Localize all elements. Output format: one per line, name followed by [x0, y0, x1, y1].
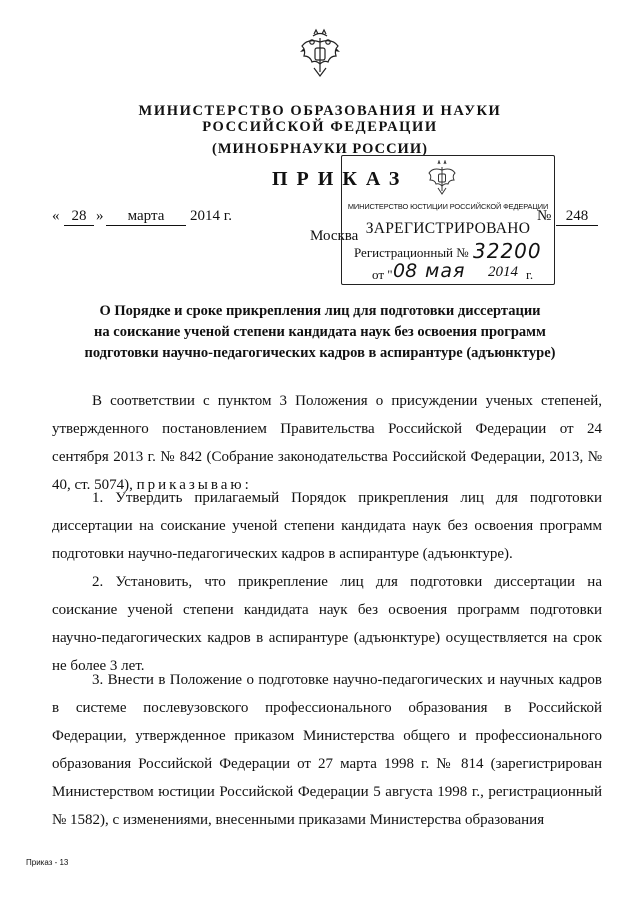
body-paragraph-1: 1. Утвердить прилагаемый Порядок прикрепления лиц для подготовки диссертации на соискание ученой степени кандидата наук без освоения программ подготовки научно-педагогических кадров в аспирантуре (адъюнктуре). — [52, 490, 602, 562]
body-paragraph-3: 3. Внести в Положение о подготовке научно-педагогических и научных кадров в системе послевузовского профессионального образования в Российской Федерации, утвержденное приказом Министерства общего и профессионального образования Российской Федерации от 27 марта 1998 г. № 814 (зарегистрирован Министерством юстиции Российской Федерации 5 августа 1998 г., регистрационный № 1582), с изменениями, внесенными приказами Министерства образования — [52, 672, 602, 828]
stamp-date-suffix: г. — [526, 267, 534, 282]
stamp-date-day: 08 — [393, 260, 418, 282]
stamp-registered-label: ЗАРЕГИСТРИРОВАНО — [365, 220, 531, 237]
subject-line-1: О Порядке и сроке прикрепления лиц для подготовки диссертации — [99, 303, 541, 319]
footer-form-code: Приказ - 13 — [26, 858, 69, 867]
stamp-reg-number-label: Регистрационный № — [354, 245, 469, 260]
stamp-reg-number: 32200 — [473, 239, 542, 263]
coat-of-arms-icon — [298, 28, 342, 80]
order-word: приказываю: — [136, 477, 252, 493]
preamble-text: В соответствии с пунктом 3 Положения о присуждении ученых степеней, утвержденного постановлением Правительства Российской Федерации от 24 сентября 2013 г. № 842 (Собрание законодательства Российской Федерации, 2013, № 40, ст. 5074), — [52, 393, 602, 493]
ministry-name-line1: МИНИСТЕРСТВО ОБРАЗОВАНИЯ И НАУКИ — [138, 103, 502, 119]
stamp-date-month: мая — [425, 260, 466, 282]
subject-line-2: на соискание ученой степени кандидата наук без освоения программ — [94, 324, 546, 340]
registration-stamp — [341, 155, 555, 285]
stamp-date-prefix: от " — [372, 267, 393, 282]
body-paragraph-preamble — [52, 387, 602, 499]
document-type-title: ПРИКАЗ — [272, 168, 409, 190]
stamp-date-year: 2014 — [488, 264, 518, 280]
subject-line-3: подготовки научно-педагогических кадров в аспирантуре (адъюнктуре) — [84, 345, 556, 361]
stamp-organization: МИНИСТЕРСТВО ЮСТИЦИИ РОССИЙСКОЙ ФЕДЕРАЦИИ — [347, 202, 549, 211]
date-close-quote: » — [96, 208, 104, 224]
ministry-short-name: (МИНОБРНАУКИ РОССИИ) — [212, 141, 428, 157]
order-number: 248 — [556, 208, 598, 226]
coat-of-arms-icon — [426, 160, 458, 196]
ministry-name-line2: РОССИЙСКОЙ ФЕДЕРАЦИИ — [202, 119, 438, 135]
city-name: Москва — [310, 228, 359, 244]
order-number-sign: № — [537, 208, 552, 224]
date-open-quote: « — [52, 208, 60, 224]
date-month: марта — [106, 208, 186, 226]
body-paragraph-2: 2. Установить, что прикрепление лиц для подготовки диссертации на соискание ученой степени кандидата наук без освоения программ подготовки научно-педагогических кадров в аспирантуре (адъюнктуре) осуществляется на срок не более 3 лет. — [52, 574, 602, 674]
date-day: 28 — [64, 208, 94, 226]
date-year: 2014 г. — [190, 208, 232, 224]
